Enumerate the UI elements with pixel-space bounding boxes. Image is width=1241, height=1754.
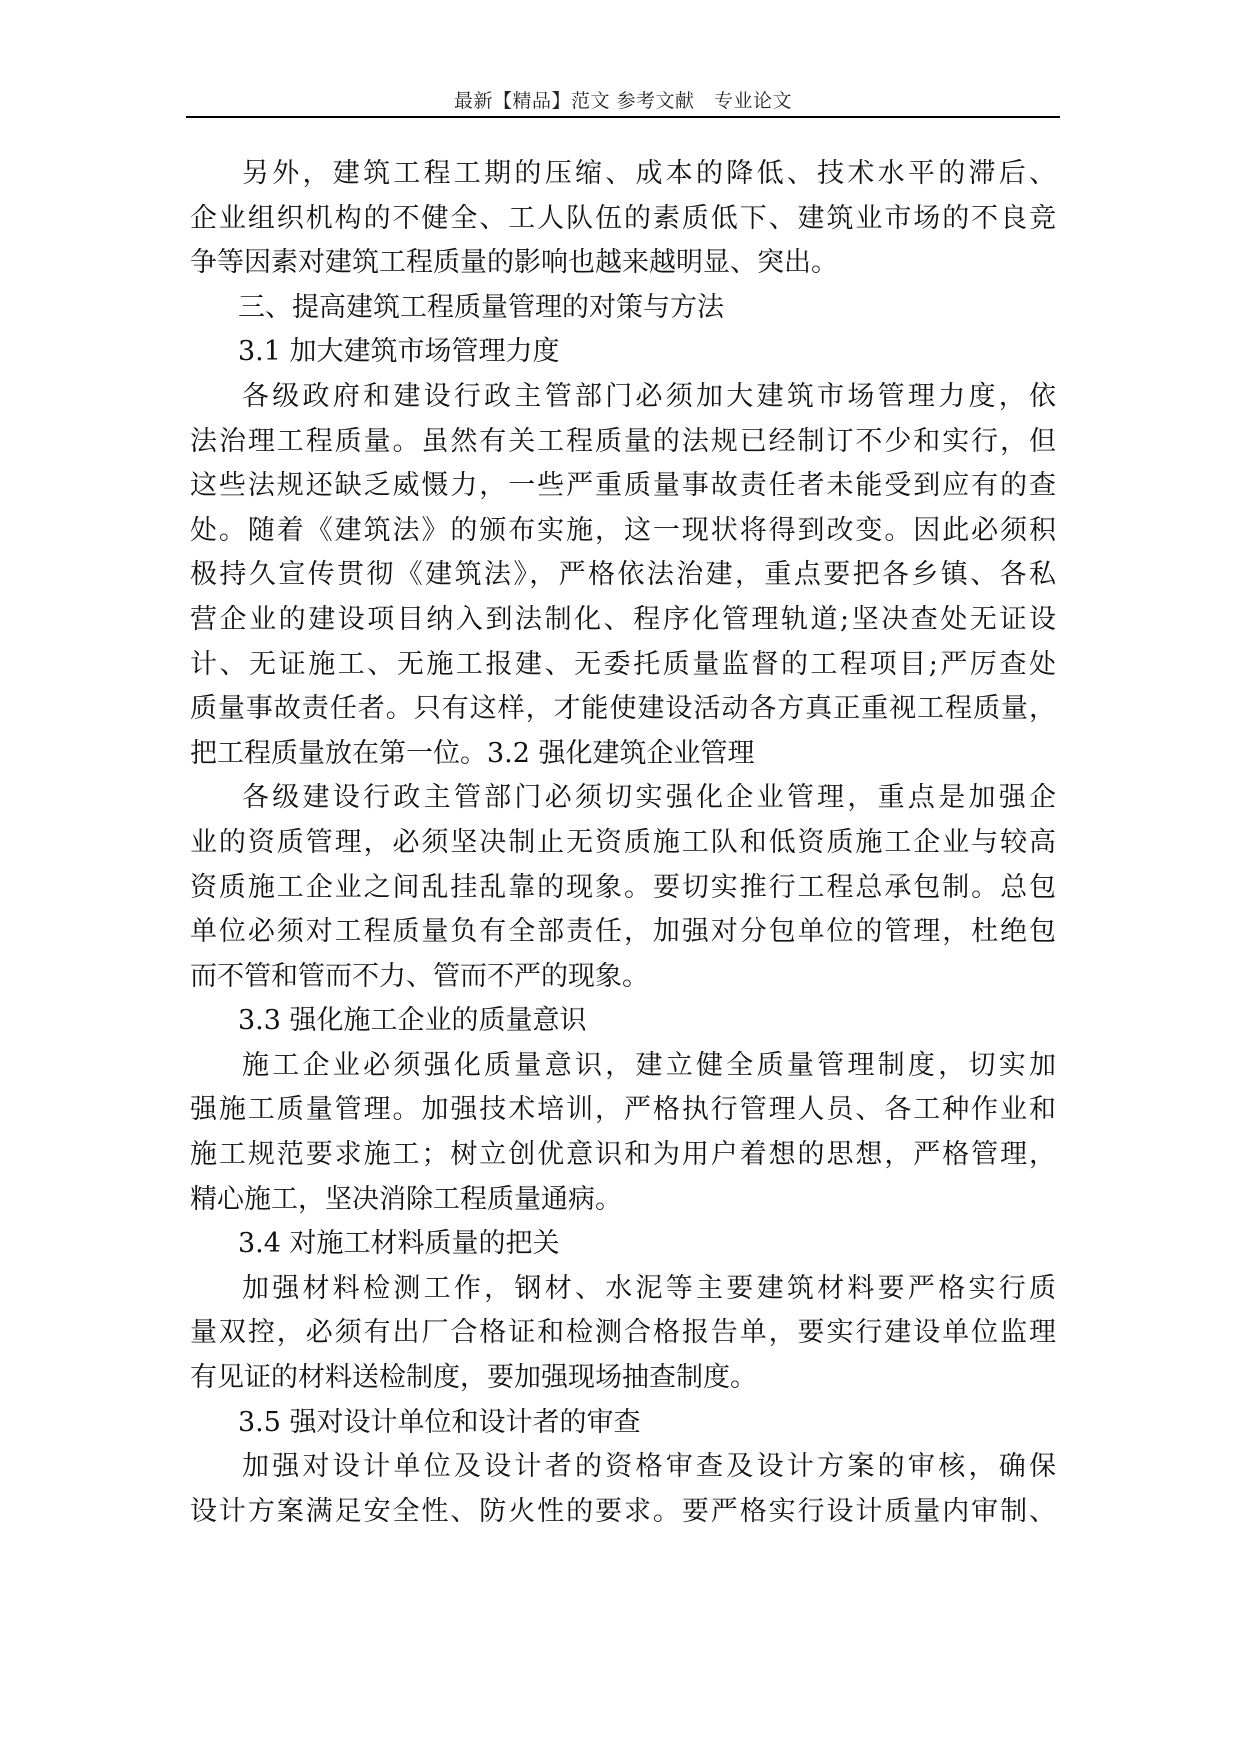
text-line: 三、提高建筑工程质量管理的对策与方法: [238, 291, 724, 323]
text-line: 各级政府和建设行政主管部门必须加大建筑市场管理力度，依: [242, 380, 1056, 412]
text-line: 加强对设计单位及设计者的资格审查及设计方案的审核，确保: [242, 1451, 1056, 1483]
text-line: 资质施工企业之间乱挂乱靠的现象。要切实推行工程总承包制。总包: [190, 871, 1056, 903]
text-line: 企业组织机构的不健全、工人队伍的素质低下、建筑业市场的不良竞: [190, 202, 1056, 234]
text-line: 量双控，必须有出厂合格证和检测合格报告单，要实行建设单位监理: [190, 1317, 1056, 1349]
text-line: 而不管和管而不力、管而不严的现象。: [190, 960, 649, 992]
text-line: 设计方案满足安全性、防火性的要求。要严格实行设计质量内审制、: [190, 1495, 1056, 1527]
document-body: [190, 152, 1056, 1534]
text-line: 3.4 对施工材料质量的把关: [238, 1228, 560, 1260]
text-line: 施工企业必须强化质量意识，建立健全质量管理制度，切实加: [242, 1049, 1056, 1081]
text-line: 极持久宣传贯彻《建筑法》，严格依法治建，重点要把各乡镇、各私: [190, 559, 1056, 591]
text-line: 有见证的材料送检制度，要加强现场抽查制度。: [190, 1362, 757, 1394]
text-line: 精心施工，坚决消除工程质量通病。: [190, 1183, 622, 1215]
page-header: 最新【精品】范文 参考文献 专业论文: [453, 90, 793, 112]
text-line: 质量事故责任者。只有这样，才能使建设活动各方真正重视工程质量，: [190, 693, 1056, 725]
text-line: 争等因素对建筑工程质量的影响也越来越明显、突出。: [190, 247, 838, 279]
text-line: 把工程质量放在第一位。3.2 强化建筑企业管理: [190, 737, 755, 769]
text-line: 业的资质管理，必须坚决制止无资质施工队和低资质施工企业与较高: [190, 826, 1056, 858]
text-line: 另外，建筑工程工期的压缩、成本的降低、技术水平的滞后、: [242, 158, 1056, 189]
text-line: 强施工质量管理。加强技术培训，严格执行管理人员、各工种作业和: [190, 1094, 1056, 1126]
text-line: 3.5 强对设计单位和设计者的审查: [238, 1406, 641, 1438]
header-divider: [186, 116, 1060, 118]
text-line: 法治理工程质量。虽然有关工程质量的法规已经制订不少和实行，但: [190, 425, 1056, 457]
text-line: 计、无证施工、无施工报建、无委托质量监督的工程项目;严厉查处: [190, 648, 1056, 680]
text-line: 各级建设行政主管部门必须切实强化企业管理，重点是加强企: [242, 782, 1056, 814]
text-line: 加强材料检测工作，钢材、水泥等主要建筑材料要严格实行质: [242, 1272, 1056, 1304]
text-line: 处。随着《建筑法》的颁布实施，这一现状将得到改变。因此必须积: [190, 514, 1056, 546]
text-line: 单位必须对工程质量负有全部责任，加强对分包单位的管理，杜绝包: [190, 916, 1056, 948]
text-line: 3.3 强化施工企业的质量意识: [238, 1005, 587, 1037]
text-line: 3.1 加大建筑市场管理力度: [238, 336, 560, 368]
text-line: 施工规范要求施工；树立创优意识和为用户着想的思想，严格管理，: [190, 1139, 1056, 1171]
text-line: 这些法规还缺乏威慑力，一些严重质量事故责任者未能受到应有的查: [190, 470, 1056, 502]
text-line: 营企业的建设项目纳入到法制化、程序化管理轨道;坚决查处无证设: [190, 603, 1056, 635]
